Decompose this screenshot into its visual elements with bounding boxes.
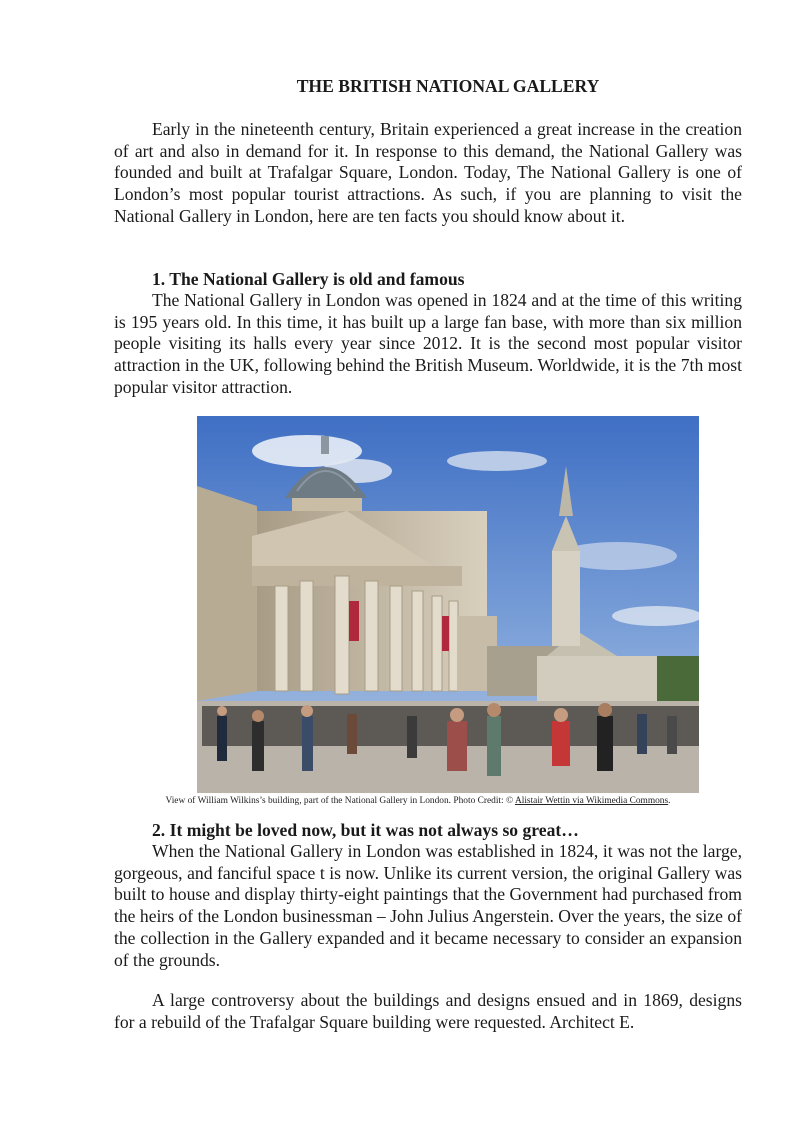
section-2-heading: 2. It might be loved now, but it was not always so great… <box>152 820 579 840</box>
national-gallery-photo <box>197 416 699 793</box>
section-1-heading: 1. The National Gallery is old and famous <box>152 269 465 289</box>
caption-text: View of William Wilkins’s building, part of the National Gallery in London. Photo Credit: © <box>165 796 515 806</box>
photo-caption <box>84 795 752 807</box>
section-2-body-continued: A large controversy about the buildings and designs ensued and in 1869, designs for a rebuild of the Trafalgar Square building were requested. Architect E. <box>114 990 742 1032</box>
section-1-body: The National Gallery in London was opened in 1824 and at the time of this writing is 195 years old. In this time, it has built up a large fan base, with more than six million people visiting its halls every year since 2012. It is the second most popular visitor attraction in the UK, following behind the British Museum. Worldwide, it is the 7th most popular visitor attraction. <box>114 290 742 397</box>
caption-end: . <box>668 796 671 806</box>
section-2-body: When the National Gallery in London was established in 1824, it was not the large, gorgeous, and fanciful space t is now. Unlike its current version, the original Gallery was built to house and display thirty-eight paintings that the Government had purchased from the heirs of the London businessman – John Julius Angerstein. Over the years, the size of the collection in the Gallery expanded and it became necessary to consider an expansion of the grounds. <box>114 841 742 970</box>
photo-credit-link[interactable]: Alistair Wettin via Wikimedia Commons <box>514 796 669 806</box>
intro-paragraph: Early in the nineteenth century, Britain experienced a great increase in the creation of art and also in demand for it. In response to this demand, the National Gallery was founded and built at Trafalgar Square, London. Today, The National Gallery is one of London’s most popular tourist attractions. As such, if you are planning to visit the National Gallery in London, here are ten facts you should know about it. <box>114 119 742 226</box>
document-title: THE BRITISH NATIONAL GALLERY <box>296 76 600 96</box>
